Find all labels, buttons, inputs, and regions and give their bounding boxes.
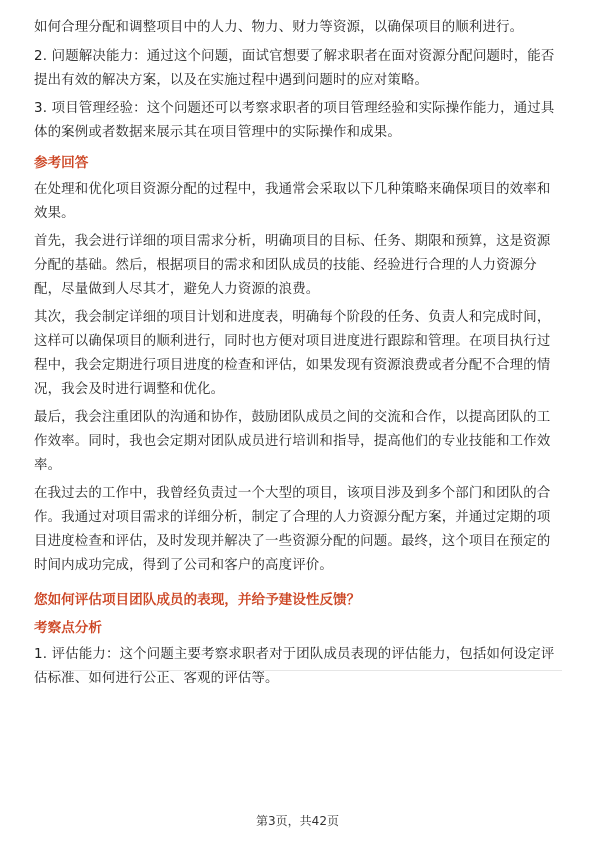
answer-paragraph-5: 在我过去的工作中，我曾经负责过一个大型的项目，该项目涉及到多个部门和团队的合作。我通过对项目需求的详细分析，制定了合理的人力资源分配方案，并通过定期的项目进度检查和评估，及时发现并解决了一些资源分配的问题。最终，这个项目在预定的时间内成功完成，得到了公司和客户的高度评价。: [34, 486, 551, 573]
analysis-heading: 考察点分析: [34, 620, 102, 636]
answer-paragraph-4: 最后，我会注重团队的沟通和协作，鼓励团队成员之间的交流和合作，以提高团队的工作效率。同时，我也会定期对团队成员进行培训和指导，提高他们的专业技能和工作效率。: [34, 410, 551, 473]
analysis-point-3: 3. 项目管理经验：这个问题还可以考察求职者的项目管理经验和实际操作能力，通过具体的案例或者数据来展示其在项目管理中的实际操作和成果。: [34, 101, 555, 140]
page-number-footer: 第3页，共42页: [256, 814, 339, 828]
paragraph-intro-continued: 如何合理分配和调整项目中的人力、物力、财力等资源，以确保项目的顺利进行。: [34, 20, 524, 35]
reference-answer-heading: 参考回答: [34, 155, 89, 171]
answer-paragraph-1: 在处理和优化项目资源分配的过程中，我通常会采取以下几种策略来确保项目的效率和效果。: [34, 182, 551, 221]
page-content: [34, 16, 562, 695]
answer-paragraph-3: 其次，我会制定详细的项目计划和进度表，明确每个阶段的任务、负责人和完成时间，这样可以确保项目的顺利进行，同时也方便对项目进度进行跟踪和管理。在项目执行过程中，我会定期进行项目进度的检查和评估，如果发现有资源浪费或者分配不合理的情况，我会及时进行调整和优化。: [34, 310, 551, 397]
section-divider: [34, 670, 562, 671]
question-heading: 您如何评估项目团队成员的表现，并给予建设性反馈？: [34, 592, 361, 608]
answer-paragraph-2: 首先，我会进行详细的项目需求分析，明确项目的目标、任务、期限和预算，这是资源分配的基础。然后，根据项目的需求和团队成员的技能、经验进行合理的人力资源分配，尽量做到人尽其才，避免人力资源的浪费。: [34, 234, 551, 297]
analysis-point-2: 2. 问题解决能力：通过这个问题，面试官想要了解求职者在面对资源分配问题时，能否提出有效的解决方案，以及在实施过程中遇到问题时的应对策略。: [34, 49, 555, 88]
question-analysis-point-1: 1. 评估能力：这个问题主要考察求职者对于团队成员表现的评估能力，包括如何设定评估标准、如何进行公正、客观的评估等。: [34, 647, 555, 686]
